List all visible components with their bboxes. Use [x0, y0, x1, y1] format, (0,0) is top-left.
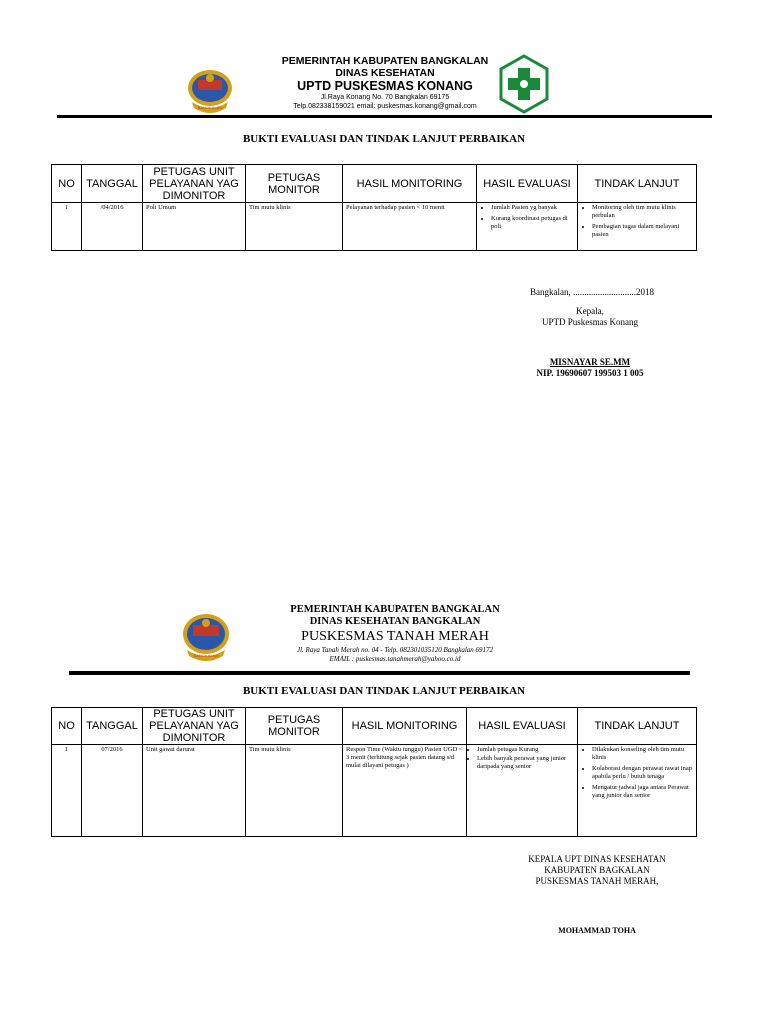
- signature-role: KEPALA UPT DINAS KESEHATAN: [528, 854, 666, 864]
- header-address: Jl.Raya Konang No. 70 Bangkalan 69175: [320, 94, 450, 101]
- col-header-evaluasi: HASIL EVALUASI: [467, 708, 578, 745]
- signature-district: KABUPATEN BAGKALAN: [544, 865, 650, 875]
- col-header-monitor: PETUGAS MONITOR: [246, 165, 343, 203]
- header-contact: Telp.082338159021 email: puskesmas.konang@gmail.com: [293, 103, 477, 110]
- col-header-tindak: TINDAK LANJUT: [578, 165, 697, 203]
- signatory-name: MISNAYAR SE.MM: [549, 357, 631, 367]
- bangkalan-logo: [179, 608, 233, 664]
- cell-tanggal: /04/2016: [82, 203, 143, 251]
- signature-institution: PUSKESMAS TANAH MERAH,: [535, 876, 659, 886]
- col-header-no: NO: [52, 708, 82, 745]
- list-item: • Jumlah Pasien yg banyak: [491, 204, 574, 212]
- header-gov-name: PEMERINTAH KABUPATEN BANGKALAN: [281, 55, 489, 67]
- puskesmas-cross-logo: [498, 54, 550, 114]
- signature-role: Kepala,: [576, 306, 604, 316]
- list-item: • Lebih banyak perawat yang junior daripada yang senior: [477, 755, 574, 771]
- col-header-monitoring: HASIL MONITORING: [343, 708, 467, 745]
- col-header-evaluasi: HASIL EVALUASI: [477, 165, 578, 203]
- col-header-tanggal: TANGGAL: [82, 165, 143, 203]
- table-row: [52, 745, 697, 837]
- document-title: BUKTI EVALUASI DAN TINDAK LANJUT PERBAIKAN: [242, 133, 526, 145]
- cell-no: 1: [52, 745, 82, 837]
- col-header-tanggal: TANGGAL: [82, 708, 143, 745]
- document-title: BUKTI EVALUASI DAN TINDAK LANJUT PERBAIKAN: [242, 685, 526, 697]
- logo-banner-text: BANGKALAN: [193, 653, 219, 658]
- header-facility-name: PUSKESMAS TANAH MERAH: [301, 629, 489, 644]
- list-item: • Mengatur jadwal jaga antara Perawat yang junior dan senior: [592, 784, 693, 800]
- header-gov-name: PEMERINTAH KABUPATEN BANGKALAN: [290, 604, 500, 615]
- cell-monitoring: Respon Time (Waktu tunggu) Pasien UGD < 3 menit (terhitung sejak pasien datang s/d mulai dilayani petugas ): [343, 745, 467, 837]
- bangkalan-logo: [184, 64, 236, 116]
- header-facility-name: UPTD PUSKESMAS KONANG: [297, 79, 473, 93]
- header-divider: [57, 115, 712, 118]
- cell-tindak: [578, 203, 697, 251]
- logo-banner-text: BANGKALAN: [197, 105, 223, 110]
- table-row: [52, 203, 697, 251]
- evaluation-table: [51, 707, 697, 837]
- cell-monitor: Tim mutu klinis: [246, 745, 343, 837]
- col-header-unit: PETUGAS UNIT PELAYANAN YAG DIMONITOR: [143, 165, 246, 203]
- cell-tanggal: 07/2016: [82, 745, 143, 837]
- cell-evaluasi: [467, 745, 578, 837]
- list-item: • Monitoring oleh tim mutu klinis perbulan: [592, 204, 693, 220]
- cell-unit: Poli Umum: [143, 203, 246, 251]
- col-header-tindak: TINDAK LANJUT: [578, 708, 697, 745]
- list-item: • Kolaborasi dengan perawat rawat inap apabila perlu / butuh tenaga: [592, 765, 693, 781]
- cell-evaluasi: [477, 203, 578, 251]
- signatory-nip: NIP. 19690607 199503 1 005: [536, 368, 644, 378]
- list-item: • Jumlah petugas Kurang: [477, 746, 574, 754]
- col-header-monitor: PETUGAS MONITOR: [246, 708, 343, 745]
- signature-institution: UPTD Puskesmas Konang: [542, 317, 638, 327]
- evaluation-table: [51, 164, 697, 251]
- cell-monitor: Tim mutu klinis: [246, 203, 343, 251]
- list-item: • Pembagian tugas dalam melayani pasien: [592, 223, 693, 239]
- signature-place-date: Bangkalan, ............................2018: [530, 287, 654, 297]
- header-address: Jl. Raya Tanah Merah no. 04 - Telp. 082301035120 Bangkalan 69172: [296, 646, 494, 654]
- cell-monitoring: Pelayanan terhadap pasien < 10 menit: [343, 203, 477, 251]
- col-header-monitoring: HASIL MONITORING: [343, 165, 477, 203]
- header-dept-name: DINAS KESEHATAN: [335, 67, 435, 79]
- signatory-name: MOHAMMAD TOHA: [558, 926, 636, 934]
- header-dept-name: DINAS KESEHATAN BANGKALAN: [309, 616, 481, 627]
- header-divider: [69, 671, 690, 675]
- col-header-unit: PETUGAS UNIT PELAYANAN YAG DIMONITOR: [143, 708, 246, 745]
- cell-no: 1: [52, 203, 82, 251]
- cell-unit: Unit gawat darurat: [143, 745, 246, 837]
- list-item: • Dilakukan konseling oleh tim mutu klinis: [592, 746, 693, 762]
- header-email: EMAIL : puskesmas.tanahmerah@yahoo.co.id: [329, 655, 461, 663]
- list-item: • Kurang koordinasi petugas di poli: [491, 215, 574, 231]
- col-header-no: NO: [52, 165, 82, 203]
- cell-tindak: [578, 745, 697, 837]
